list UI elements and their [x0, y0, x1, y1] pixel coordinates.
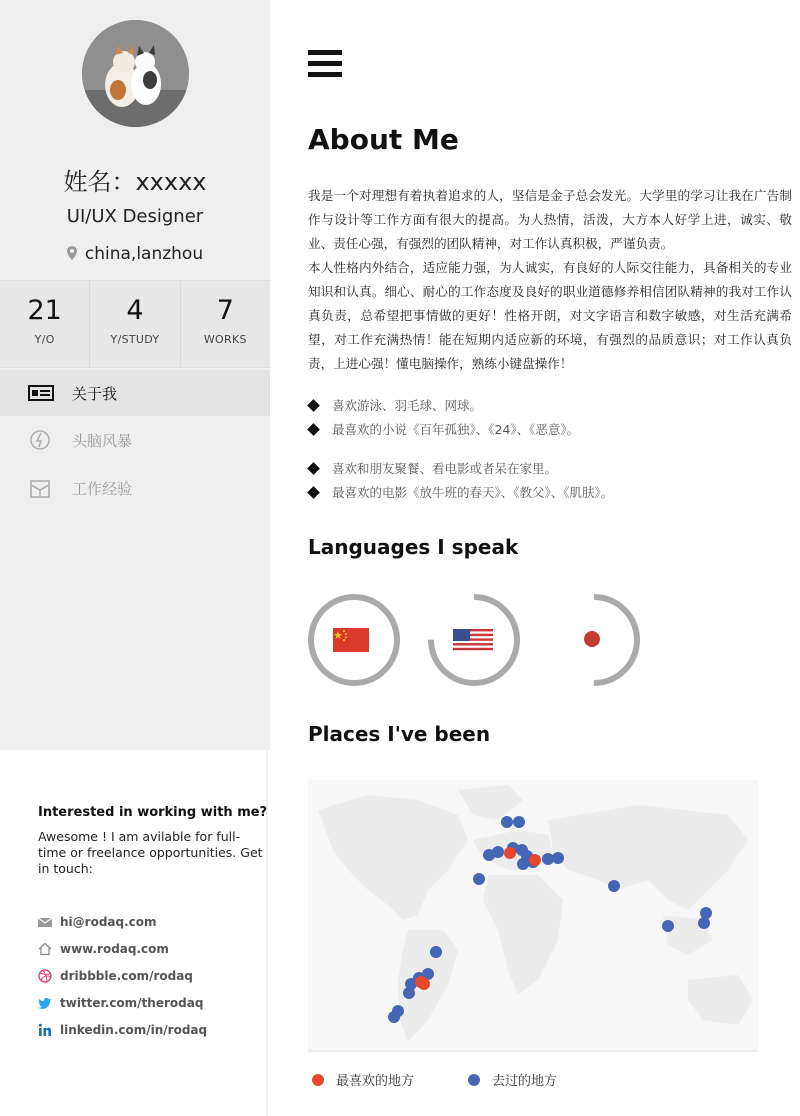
about-paragraph: 本人性格内外结合，适应能力强，为人诚实，有良好的人际交往能力，具备相关的专业知识和认真。细心、耐心的工作态度及良好的职业道德修养相信团队精神的我对工作认真负责，总希望把事情做的更好！性格开朗，对文字语言和数字敏感，对生活充满希望，对工作充满热情！能在短期内适应新的环境，有强烈的品质意识；对工作认真负责，上进心强！懂电脑操作，熟练小键盘操作！	[308, 260, 792, 371]
contact-list	[38, 908, 207, 1043]
hobby-text: 喜欢游泳、羽毛球、网球。	[332, 398, 483, 413]
briefcase-icon	[28, 477, 54, 499]
location-text: china,lanzhou	[84, 244, 204, 264]
stats-bar	[0, 280, 270, 368]
contact-linkedin[interactable]	[38, 1016, 207, 1043]
list-item	[308, 417, 788, 441]
contact-twitter[interactable]	[38, 989, 207, 1016]
about-paragraph: 我是一个对理想有着执着追求的人，坚信是金子总会发光。大学里的学习让我在广告制作与设计等工作方面有很大的提高。为人热情，活泼，大方本人好学上进，诚实、敬业、责任心强，有强烈的团队精神，对工作认真积极，严谨负责。	[308, 188, 792, 251]
contact-dribbble-text: dribbble.com/rodaq	[60, 968, 193, 983]
contact-email[interactable]	[38, 908, 207, 935]
map-legend	[308, 1070, 758, 1089]
about-title: About Me	[308, 123, 459, 156]
world-map-graphic	[308, 780, 758, 1052]
diamond-bullet-icon	[307, 462, 320, 475]
nav-item-about[interactable]	[0, 370, 270, 416]
nav-item-brainstorm[interactable]	[0, 416, 270, 464]
legend-label: 最喜欢的地方	[336, 1074, 415, 1089]
about-text	[308, 184, 792, 376]
contact-website[interactable]	[38, 935, 207, 962]
profile-role: UI/UX Designer	[66, 206, 204, 227]
id-card-icon	[28, 382, 54, 404]
stat-value: 4	[126, 295, 144, 326]
profile-name: 姓名：xxxxx	[63, 168, 207, 196]
nav-label: 工作经验	[72, 479, 133, 498]
list-item	[308, 393, 788, 417]
usa-flag-icon	[453, 629, 493, 651]
list-item	[308, 456, 788, 480]
contact-dribbble[interactable]	[38, 962, 207, 989]
contact-title: Interested in working with me?	[38, 805, 268, 820]
language-chinese	[306, 592, 402, 688]
nav-item-experience[interactable]	[0, 464, 270, 512]
stat-value: 21	[27, 295, 62, 326]
hobby-text: 喜欢和朋友聚餐、看电影或者呆在家里。	[332, 461, 558, 476]
stat-value: 7	[216, 295, 234, 326]
menu-icon[interactable]	[308, 50, 342, 80]
languages-title: Languages I speak	[308, 535, 519, 559]
sidebar-nav	[0, 370, 270, 512]
twitter-icon	[38, 996, 52, 1010]
legend-label: 去过的地方	[492, 1074, 558, 1089]
world-map	[308, 780, 758, 1052]
location-pin-icon	[67, 246, 77, 260]
contact-email-text: hi@rodaq.com	[60, 914, 157, 929]
linkedin-icon	[38, 1023, 52, 1037]
contact-twitter-text: twitter.com/therodaq	[60, 995, 204, 1010]
legend-favorite	[308, 1070, 414, 1089]
language-japanese	[546, 592, 642, 688]
places-title: Places I've been	[308, 722, 491, 746]
contact-linkedin-text: linkedin.com/in/rodaq	[60, 1022, 208, 1037]
dribbble-icon	[38, 969, 52, 983]
avatar	[82, 20, 189, 127]
diamond-bullet-icon	[307, 486, 320, 499]
hobby-list	[308, 393, 788, 504]
profile-location	[0, 244, 270, 264]
mail-icon	[38, 915, 52, 929]
home-icon	[38, 942, 52, 956]
contact-text: Awesome ! I am avilable for full-time or freelance opportunities. Get in touch:	[38, 829, 263, 876]
stat-works	[181, 281, 270, 367]
list-item	[308, 480, 788, 504]
stat-age	[0, 281, 90, 367]
legend-visited	[464, 1070, 557, 1089]
contact-website-text: www.rodaq.com	[60, 941, 169, 956]
nav-label: 头脑风暴	[72, 431, 133, 450]
nav-label: 关于我	[72, 384, 118, 403]
legend-dot-icon	[468, 1074, 480, 1086]
brain-icon	[28, 429, 54, 451]
japan-flag-icon	[584, 631, 600, 647]
language-rings	[306, 592, 646, 688]
china-flag-icon	[333, 628, 369, 652]
hobby-text: 最喜欢的电影《放牛班的春天》、《教父》、《肌肤》。	[332, 485, 614, 500]
diamond-bullet-icon	[307, 423, 320, 436]
diamond-bullet-icon	[307, 399, 320, 412]
language-english	[426, 592, 522, 688]
stat-label: WORKS	[203, 333, 247, 346]
stat-label: Y/O	[34, 333, 55, 346]
hobby-text: 最喜欢的小说《百年孤独》、《24》、《恶意》。	[332, 422, 580, 437]
stat-label: Y/STUDY	[110, 333, 160, 346]
stat-study	[90, 281, 180, 367]
legend-dot-icon	[312, 1074, 324, 1086]
